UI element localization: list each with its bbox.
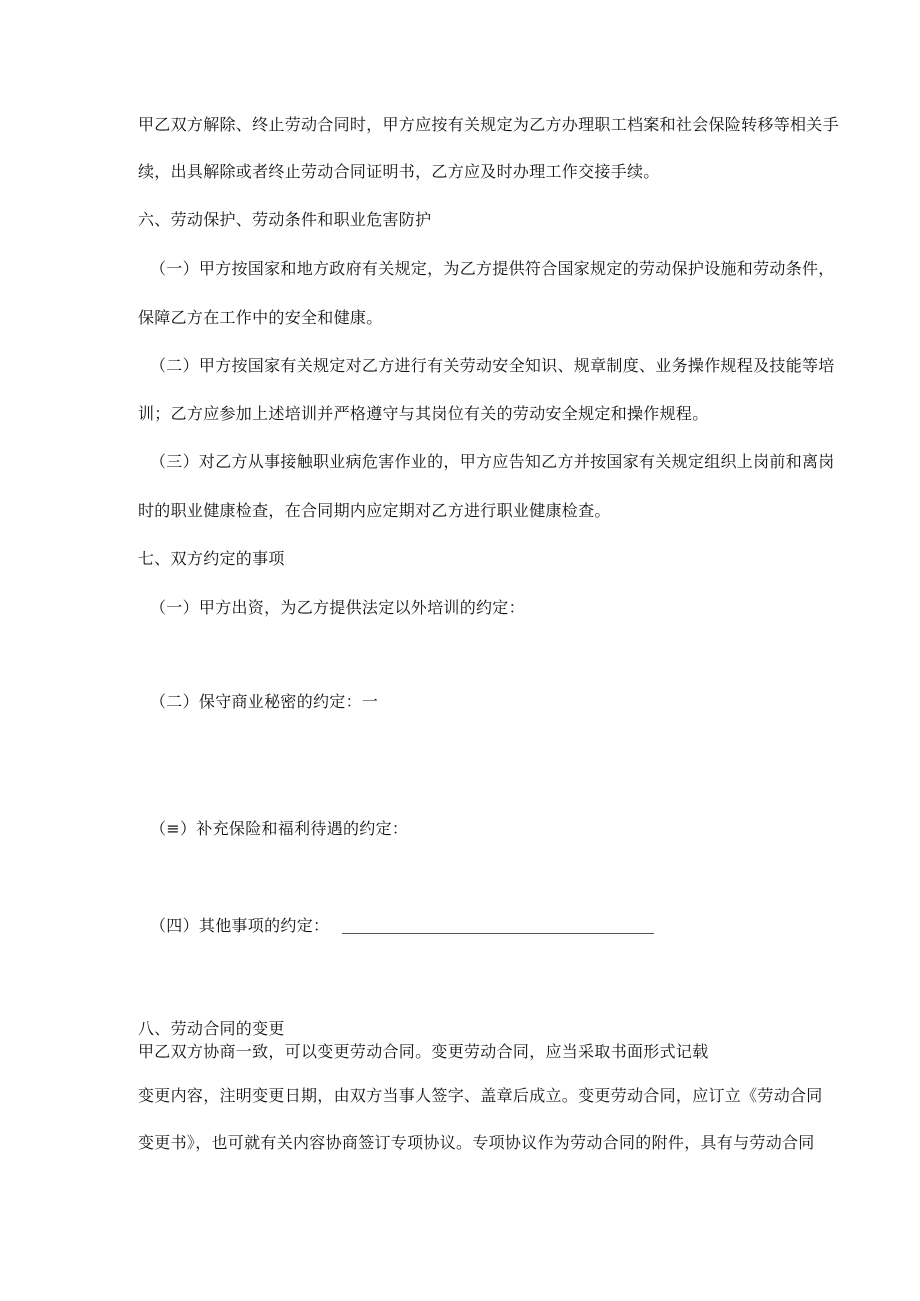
section-heading: 六、劳动保护、劳动条件和职业危害防护 [138,210,432,229]
paragraph-line: 甲乙双方协商一致，可以变更劳动合同。变更劳动合同，应当采取书面形式记载 [138,1042,709,1061]
clause-training: （一）甲方出资，为乙方提供法定以外培训的约定： [150,598,525,617]
paragraph-line: （二）甲方按国家有关规定对乙方进行有关劳动安全知识、规章制度、业务操作规程及技能等培 [150,356,835,375]
paragraph-line: 时的职业健康检查，在合同期内应定期对乙方进行职业健康检查。 [138,501,611,520]
clause-other-matters: （四）其他事项的约定： [150,916,330,935]
paragraph-line: （三）对乙方从事接触职业病危害作业的，甲方应告知乙方并按国家有关规定组织上岗前和离岗 [150,452,835,471]
paragraph-line: 训；乙方应参加上述培训并严格遵守与其岗位有关的劳动安全规定和操作规程。 [138,404,709,423]
section-heading: 七、双方约定的事项 [138,549,285,568]
clause-confidentiality: （二）保守商业秘密的约定：一 [150,692,379,711]
section-heading: 八、劳动合同的变更 [138,1019,285,1038]
paragraph-line: （一）甲方按国家和地方政府有关规定，为乙方提供符合国家规定的劳动保护设施和劳动条件， [150,259,835,278]
paragraph-line: 保障乙方在工作中的安全和健康。 [138,308,383,327]
paragraph-line: 变更内容，注明变更日期，由双方当事人签字、盖章后成立。变更劳动合同，应订立《劳动合同 [138,1086,823,1105]
paragraph-line: 甲乙双方解除、终止劳动合同时，甲方应按有关规定为乙方办理职工档案和社会保险转移等相关手 [138,115,839,134]
paragraph-line: 变更书》，也可就有关内容协商签订专项协议。专项协议作为劳动合同的附件，具有与劳动合同 [138,1133,815,1152]
paragraph-line: 续，出具解除或者终止劳动合同证明书，乙方应及时办理工作交接手续。 [138,162,660,181]
other-matters-blank-line [342,933,654,934]
clause-insurance-welfare: （≡）补充保险和福利待遇的约定： [150,819,409,838]
